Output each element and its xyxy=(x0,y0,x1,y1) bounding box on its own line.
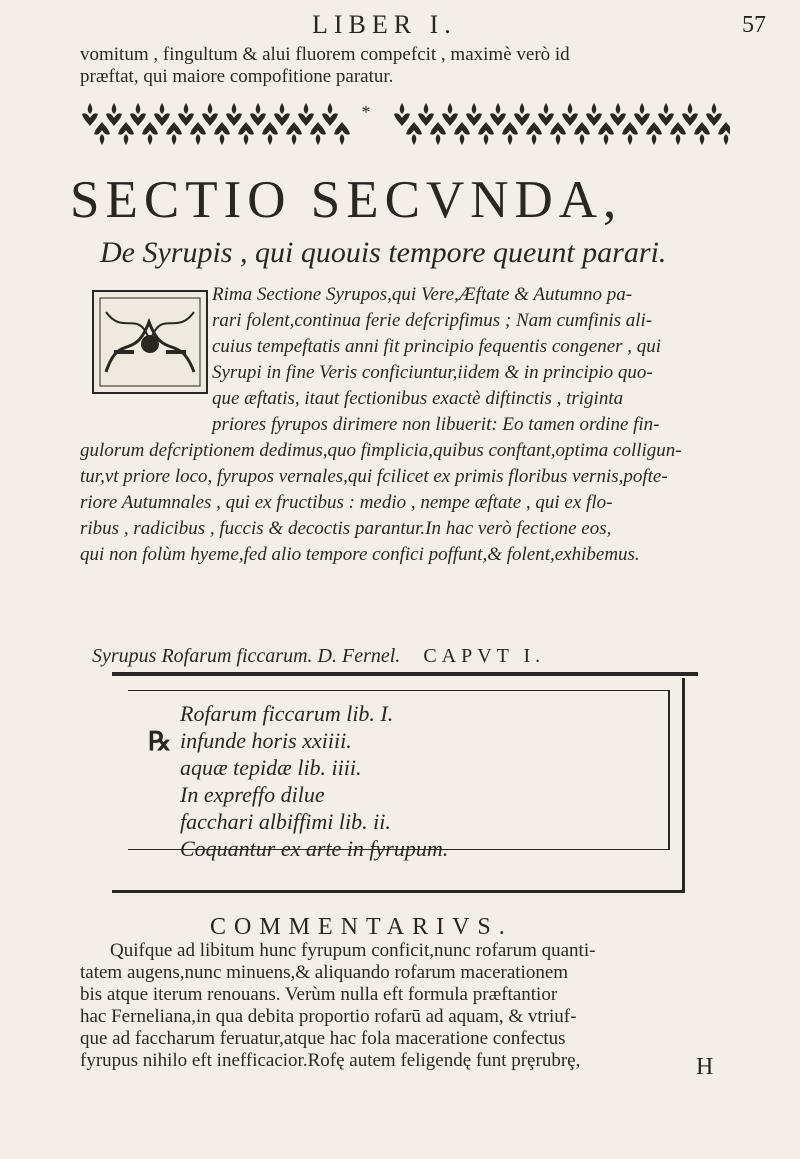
recipe-line: facchari albiffimi lib. ii. xyxy=(180,809,391,834)
body-line: cuius tempeftatis anni fit principio fequentis congener , qui xyxy=(212,336,662,357)
ornament-row-bottom xyxy=(94,122,730,145)
body-line: Rima Sectione Syrupos,qui Vere,Æftate & Autumno pa- xyxy=(212,284,633,305)
page-number: 57 xyxy=(742,12,766,38)
chapter-label: CAPVT I. xyxy=(423,645,546,667)
fleuron-icon xyxy=(466,103,482,126)
commentary-line: hac Ferneliana,in qua debita proportio rofarū ad aquam, & vtriuf- xyxy=(80,1006,577,1027)
fleuron-icon xyxy=(394,103,410,126)
fleuron-icon xyxy=(502,122,518,145)
body-line: rari folent,continua ferie defcripfimus ; Nam cumfinis ali- xyxy=(212,310,653,331)
recipe-symbol-icon: ℞ xyxy=(148,727,172,756)
body-line: que æftatis, itaut fectionibus exactè diftinctis , triginta xyxy=(212,388,624,409)
commentary-line: Quifque ad libitum hunc fyrupum conficit,nunc rofarum quanti- xyxy=(110,940,596,961)
fleuron-icon xyxy=(694,122,710,145)
intro-text xyxy=(80,44,730,88)
chapter-rubric xyxy=(92,645,732,668)
fleuron-icon xyxy=(442,103,458,126)
fleuron-icon xyxy=(286,122,302,145)
fleuron-icon xyxy=(106,103,122,126)
fleuron-icon xyxy=(274,103,290,126)
fleuron-icon xyxy=(406,122,422,145)
fleuron-icon xyxy=(682,103,698,126)
fleuron-icon xyxy=(658,103,674,126)
fleuron-icon xyxy=(238,122,254,145)
fleuron-icon xyxy=(298,103,314,126)
fleuron-icon xyxy=(574,122,590,145)
body-line: tur,vt priore loco, fyrupos vernales,qui fcilicet ex primis floribus vernis,pofte- xyxy=(80,466,668,487)
recipe-line: Coquantur ex arte in fyrupum. xyxy=(180,836,449,861)
body-line: riore Autumnales , qui ex fructibus : medio , nempe æftate , qui ex flo- xyxy=(80,492,613,513)
fleuron-icon xyxy=(610,103,626,126)
fleuron-icon xyxy=(418,103,434,126)
ornament-row-top xyxy=(82,103,722,126)
fleuron-icon xyxy=(514,103,530,126)
fleuron-icon xyxy=(334,122,350,145)
fleuron-icon xyxy=(454,122,470,145)
commentary-line: bis atque iterum renouans. Verùm nulla eft formula præftantior xyxy=(80,984,558,1005)
fleuron-icon xyxy=(310,122,326,145)
fleuron-icon xyxy=(562,103,578,126)
fleuron-icon xyxy=(202,103,218,126)
fleuron-icon xyxy=(118,122,134,145)
catchword: H xyxy=(696,1054,714,1080)
rubric-rule xyxy=(112,672,698,676)
fleuron-icon xyxy=(250,103,266,126)
recipe-line: In expreffo dilue xyxy=(180,782,325,807)
fleuron-icon xyxy=(262,122,278,145)
fleuron-icon xyxy=(130,103,146,126)
body-line: priores fyrupos dirimere non libuerit: Eo tamen ordine fin- xyxy=(212,414,660,435)
fleuron-icon xyxy=(538,103,554,126)
intro-line: præftat, qui maiore compofitione paratur. xyxy=(80,66,394,87)
commentary-text xyxy=(80,940,740,1072)
fleuron-icon xyxy=(154,103,170,126)
fleuron-icon xyxy=(178,103,194,126)
section-body xyxy=(80,282,740,568)
commentary-heading: COMMENTARIVS. xyxy=(210,914,513,940)
fleuron-icon xyxy=(214,122,230,145)
recipe-line: Rofarum ficcarum lib. I. xyxy=(180,701,394,726)
section-title: SECTIO SECVNDA, xyxy=(70,171,623,229)
intro-line: vomitum , fingultum & alui fluorem compefcit , maximè verò id xyxy=(80,44,570,65)
fleuron-icon xyxy=(670,122,686,145)
fleuron-icon xyxy=(634,103,650,126)
commentary-line: tatem augens,nunc minuens,& aliquando rofarum macerationem xyxy=(80,962,569,983)
fleuron-icon xyxy=(598,122,614,145)
fleuron-icon xyxy=(430,122,446,145)
fleuron-icon xyxy=(490,103,506,126)
fleuron-icon xyxy=(82,103,98,126)
author-name: D. Fernel. xyxy=(317,645,401,667)
fleuron-icon xyxy=(718,122,730,145)
fleuron-icon xyxy=(622,122,638,145)
fleuron-icon xyxy=(190,122,206,145)
recipe-line: aquæ tepidæ lib. iiii. xyxy=(180,755,362,780)
section-subtitle: De Syrupis , qui quouis tempore queunt parari. xyxy=(100,236,667,269)
svg-text:*: * xyxy=(361,102,371,122)
fleuron-icon xyxy=(322,103,338,126)
fleuron-icon xyxy=(550,122,566,145)
body-line: qui non folùm hyeme,fed alio tempore confici poffunt,& folent,exhibemus. xyxy=(80,544,640,565)
body-line: Syrupi in fine Veris conficiuntur,iidem & in principio quo- xyxy=(212,362,653,383)
running-title: LIBER I. xyxy=(312,10,457,39)
fleuron-icon xyxy=(646,122,662,145)
fleuron-icon xyxy=(526,122,542,145)
commentary-line: que ad faccharum feruatur,atque hac fola maceratione confectus xyxy=(80,1028,566,1049)
fleuron-icon xyxy=(142,122,158,145)
fleuron-icon xyxy=(478,122,494,145)
fleuron-icon xyxy=(706,103,722,126)
fleuron-icon xyxy=(226,103,242,126)
fleuron-icon xyxy=(586,103,602,126)
body-line: ribus , radicibus , fuccis & decoctis parantur.In hac verò fectione eos, xyxy=(80,518,612,539)
fleuron-icon xyxy=(166,122,182,145)
recipe-line: infunde horis xxiiii. xyxy=(180,728,352,753)
commentary-line: fyrupus nihilo eft inefficacior.Rofę autem feligendę funt prȩrubrȩ, xyxy=(80,1050,581,1071)
ornament-band xyxy=(80,92,730,154)
body-line: gulorum defcriptionem dedimus,quo fimplicia,quibus conftant,optima colligun- xyxy=(80,440,682,461)
recipe-text xyxy=(180,700,448,862)
fleuron-icon xyxy=(94,122,110,145)
running-head xyxy=(0,10,800,40)
syrup-name: Syrupus Rofarum ficcarum. xyxy=(92,645,313,667)
